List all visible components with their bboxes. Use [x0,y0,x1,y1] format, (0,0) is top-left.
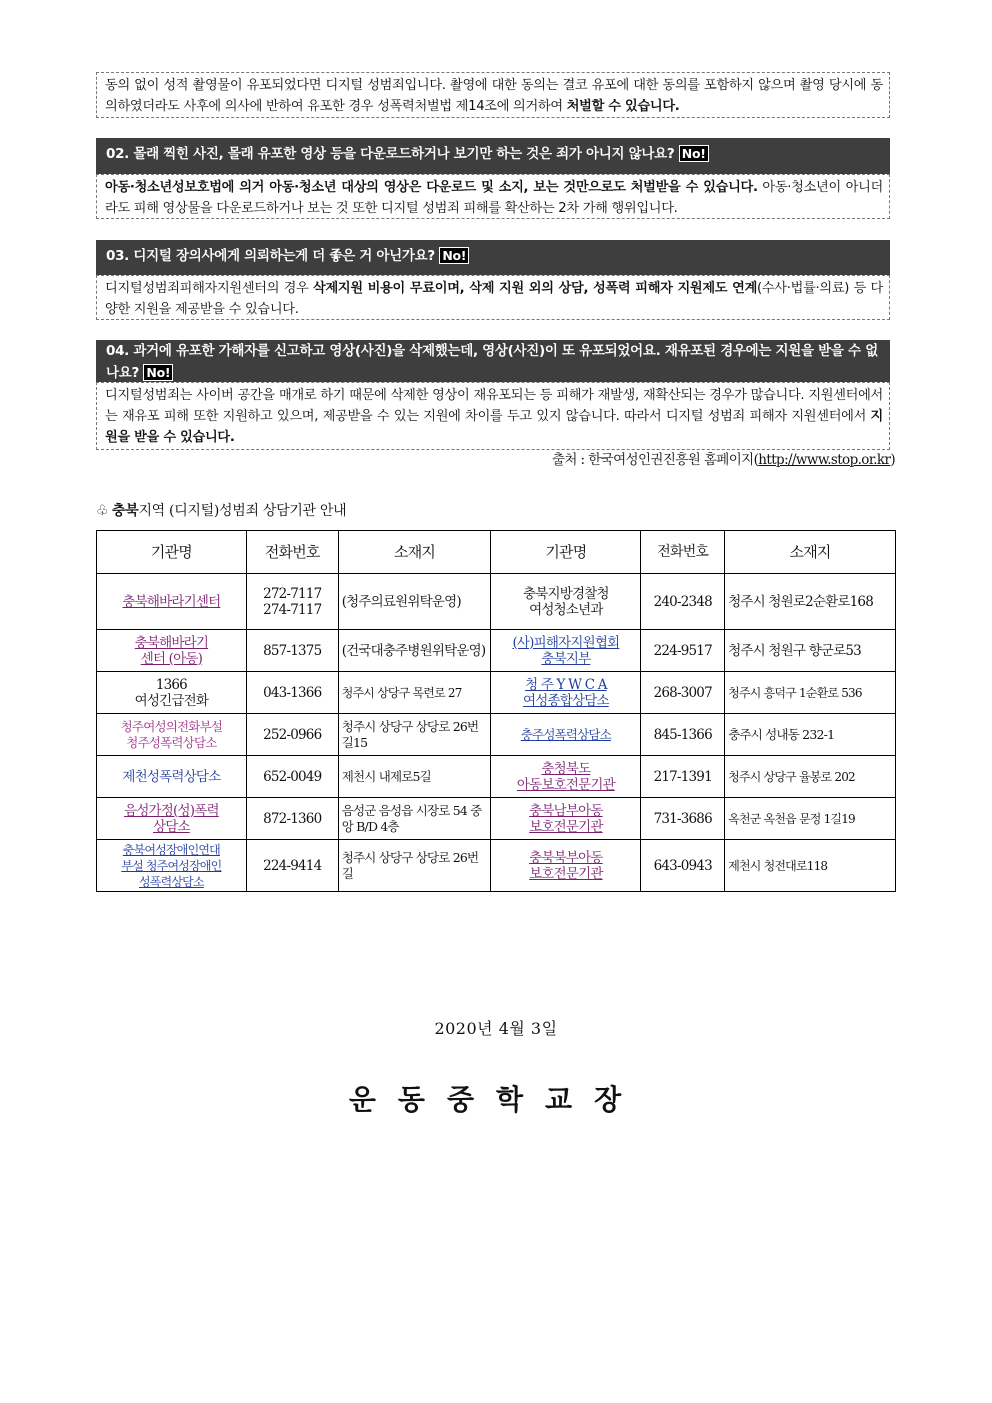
header-agency: 기관명 [97,531,247,574]
phone-cell: 857-1375 [246,630,338,672]
table-header-row [97,531,896,574]
source-label: 출처 : 한국여성인권진흥원 홈페이지( [551,452,759,468]
address-cell: 청주시 상당구 율봉로 202 [725,756,896,798]
agency-name-cell[interactable] [491,798,641,840]
agency-name-cell[interactable] [97,756,247,798]
agency-link[interactable]: 음성가정(성)폭력 상담소 [124,802,219,835]
table-row [97,840,896,892]
phone-cell: 643-0943 [641,840,725,892]
agency-name-cell[interactable] [97,840,247,892]
table-row [97,798,896,840]
phone-cell: 272-7117 274-7117 [246,574,338,630]
no-badge-03: No! [439,247,469,264]
intro-bold-text: 처벌할 수 있습니다. [566,99,680,114]
agency-name-cell[interactable] [491,840,641,892]
agency-link[interactable]: 제천성폭력상담소 [122,768,221,785]
address-cell: 충주시 성내동 232-1 [725,714,896,756]
phone-cell: 224-9414 [246,840,338,892]
club-icon: ♧ [96,503,109,519]
table-title-bold: 충북 [112,503,139,519]
answer-03-pre: 디지털성범죄피해자지원센터의 경우 [105,281,314,296]
question-03-header [96,240,890,275]
agency-name-cell[interactable] [97,714,247,756]
counseling-agency-table [96,530,896,892]
table-row [97,630,896,672]
agency-link[interactable]: 충북남부아동 보호전문기관 [529,802,603,835]
answer-02-text: 아동·청소년이 아니더라도 피해 영상물을 다운로드하거나 보는 것 또한 디지털 성범죄 피해를 확산하는 2차 가해 행위입니다. [105,180,883,216]
question-02-header [96,138,890,174]
source-line [440,448,895,468]
phone-cell: 224-9517 [641,630,725,672]
table-title-text: 지역 (디지털)성범죄 상담기관 안내 [138,503,347,519]
agency-name-cell[interactable] [491,630,641,672]
agency-name-cell[interactable] [491,714,641,756]
address-cell: 청주시 흥덕구 1순환로 536 [725,672,896,714]
phone-cell: 240-2348 [641,574,725,630]
agency-link[interactable]: 충청북도 아동보호전문기관 [516,760,615,793]
table-title [96,500,346,520]
question-03-text: 03. 디지털 장의사에게 의뢰하는게 더 좋은 거 아닌가요? [106,248,435,264]
agency-link[interactable]: 충북해바라기 센터 (아동) [134,634,209,667]
address-cell: 음성군 음성읍 시장로 54 중앙 B/D 4층 [338,798,491,840]
address-cell: (청주의료원위탁운영) [338,574,491,630]
phone-cell: 731-3686 [641,798,725,840]
source-url-link[interactable]: http://www.stop.or.kr [758,452,891,468]
intro-text: 동의 없이 성적 촬영물이 유포되었다면 디지털 성범죄입니다. 촬영에 대한 동의는 결코 유포에 대한 동의를 포함하지 않으며 촬영 당시에 동의하였더라도 사후에 의사에 반하여 유포한 경우 성폭력처벌법 제14조에 의거하여 [105,78,883,114]
phone-cell: 043-1366 [246,672,338,714]
address-cell: 청주시 청원구 향군로53 [725,630,896,672]
no-badge-02: No! [679,145,709,162]
source-close: ) [890,452,895,468]
address-cell: 청주시 청원로2순환로168 [725,574,896,630]
header-address: 소재지 [338,531,491,574]
agency-link[interactable]: 청 주 Y W C A 여성종합상담소 [523,676,609,709]
table-row [97,714,896,756]
answer-02-bold: 아동·청소년성보호법에 의거 아동·청소년 대상의 영상은 다운로드 및 소지, 보는 것만으로도 처벌받을 수 있습니다. [105,180,758,195]
school-principal-signature: 운동중학교장 [348,1083,644,1116]
agency-name-cell[interactable] [97,798,247,840]
agency-link[interactable]: 충북해바라기센터 [122,593,221,610]
answer-04-pre: 디지털성범죄는 사이버 공간을 매개로 하기 때문에 삭제한 영상이 재유포되는 등 피해가 재발생, 재확산되는 경우가 많습니다. 지원센터에서는 재유포 피해 또한 지원하고 있으며, 제공받을 수 있는 지원에 차이를 두고 있지 않습니다. 따라서 디지털 성범죄 피해자 지원센터에서 [105,388,883,424]
document-date: 2020년 4월 3일 [434,1019,558,1038]
phone-cell: 845-1366 [641,714,725,756]
table-row [97,574,896,630]
table-row [97,672,896,714]
agency-name-cell[interactable] [97,630,247,672]
agency-name-cell[interactable] [491,672,641,714]
answer-04 [96,382,890,450]
address-cell: 청주시 상당구 목련로 27 [338,672,491,714]
address-cell: 청주시 상당구 상당로 26번길15 [338,714,491,756]
question-04-text: 04. 과거에 유포한 가해자를 신고하고 영상(사진)을 삭제했는데, 영상(사진)이 또 유포되었어요. 재유포된 경우에는 지원을 받을 수 없나요? [106,343,878,381]
answer-04-bold: 지원을 받을 수 있습니다. [105,409,883,445]
agency-link[interactable]: 충북여성장애인연대 부설 청주여성장애인 성폭력상담소 [121,842,222,889]
answer-03-bold: 삭제지원 비용이 무료이며, 삭제 지원 외의 상담, 성폭력 피해자 지원제도 연계 [313,281,758,296]
phone-cell: 652-0049 [246,756,338,798]
table-row [97,756,896,798]
address-cell: 제천시 청전대로118 [725,840,896,892]
agency-name-cell[interactable] [491,756,641,798]
address-cell: (건국대충주병원위탁운영) [338,630,491,672]
header-phone: 전화번호 [641,531,725,574]
agency-name-cell: 1366 여성긴급전화 [97,672,247,714]
answer-02 [96,174,890,219]
agency-name-cell: 충북지방경찰청 여성청소년과 [491,574,641,630]
agency-link[interactable]: 충주성폭력상담소 [520,726,611,742]
agency-link[interactable]: 청주여성의전화부설 청주성폭력상담소 [120,718,223,750]
answer-03 [96,275,890,320]
agency-name-cell[interactable] [97,574,247,630]
header-phone: 전화번호 [246,531,338,574]
answer-03-text: (수사·법률·의료) 등 다양한 지원을 제공받을 수 있습니다. [105,281,883,317]
intro-paragraph [96,72,890,118]
question-02-text: 02. 몰래 찍힌 사진, 몰래 유포한 영상 등을 다운로드하거나 보기만 하는 것은 죄가 아니지 않나요? [106,146,675,162]
phone-cell: 872-1360 [246,798,338,840]
phone-cell: 217-1391 [641,756,725,798]
no-badge-04: No! [143,364,173,381]
agency-link[interactable]: 충북북부아동 보호전문기관 [529,849,603,882]
header-address: 소재지 [725,531,896,574]
address-cell: 청주시 상당구 상당로 26번길 [338,840,491,892]
address-cell: 옥천군 옥천읍 문정 1길19 [725,798,896,840]
address-cell: 제천시 내제로5길 [338,756,491,798]
agency-link[interactable]: (사)피해자지원협회 충북지부 [512,634,620,667]
phone-cell: 252-0966 [246,714,338,756]
header-agency: 기관명 [491,531,641,574]
phone-cell: 268-3007 [641,672,725,714]
question-04-header [96,340,890,382]
